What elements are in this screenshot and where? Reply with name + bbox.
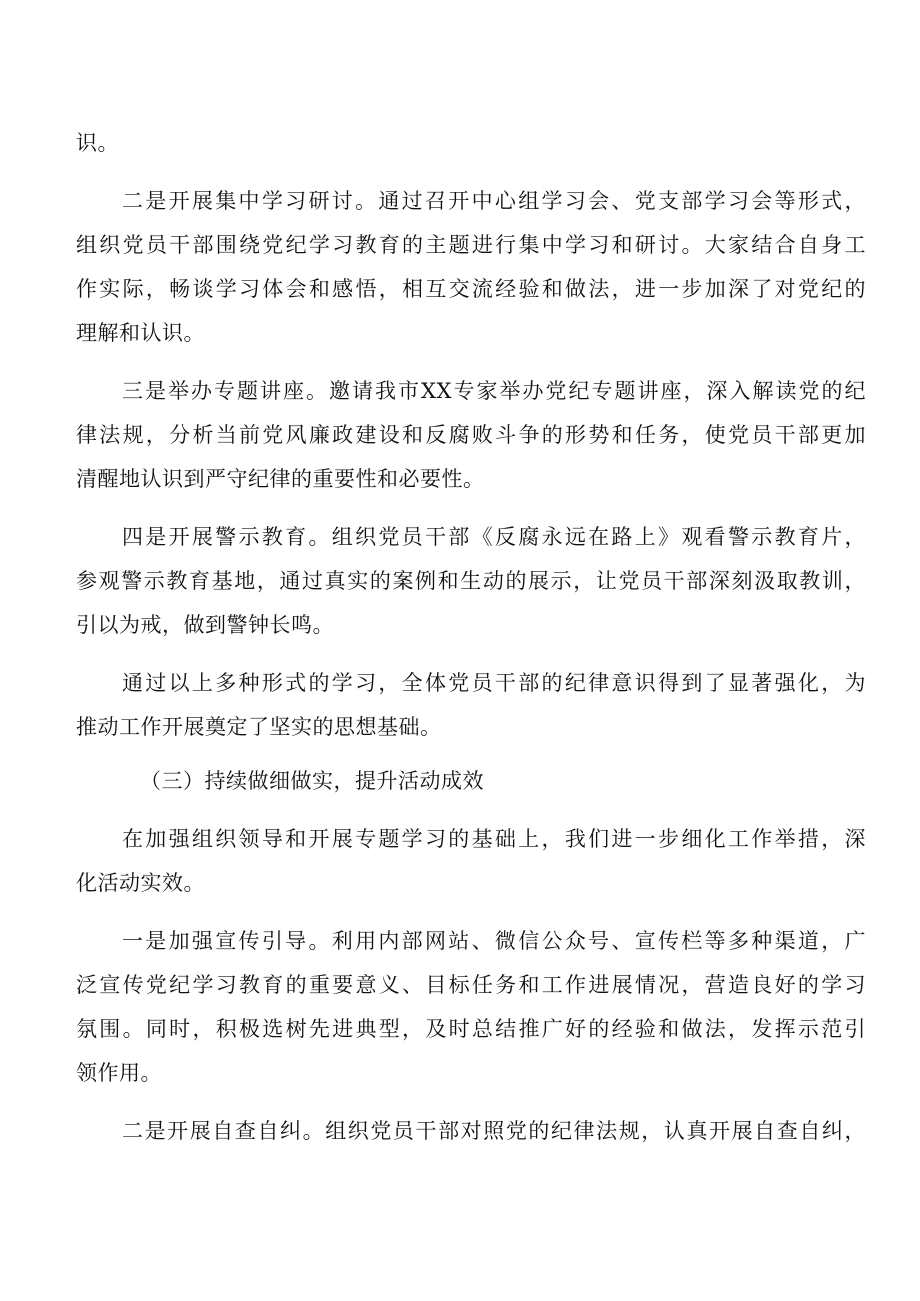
paragraph-line: 泛宣传党纪学习教育的重要意义、目标任务和工作进展情况，营造良好的学习: [76, 973, 866, 997]
section-heading: （三）持续做细做实，提升活动成效: [140, 769, 484, 793]
paragraph-line: 氛围。同时，积极选树先进典型，及时总结推广好的经验和做法，发挥示范引: [76, 1017, 866, 1041]
paragraph-line: 组织党员干部围绕党纪学习教育的主题进行集中学习和研讨。大家结合自身工: [76, 233, 866, 257]
paragraph-line: 化活动实效。: [76, 871, 205, 895]
paragraph-line: 一是加强宣传引导。利用内部网站、微信公众号、宣传栏等多种渠道，广: [122, 929, 866, 953]
paragraph-line: 清醒地认识到严守纪律的重要性和必要性。: [76, 467, 485, 491]
paragraph-line: 领作用。: [76, 1061, 162, 1085]
paragraph-line: 识。: [76, 131, 119, 155]
paragraph-line: 二是开展自查自纠。组织党员干部对照党的纪律法规，认真开展自查自纠，: [122, 1119, 866, 1143]
paragraph-line: 作实际，畅谈学习体会和感悟，相互交流经验和做法，进一步加深了对党纪的: [76, 277, 866, 301]
paragraph-line: 理解和认识。: [76, 321, 205, 345]
paragraph-line: 在加强组织领导和开展专题学习的基础上，我们进一步细化工作举措，深: [122, 827, 866, 851]
paragraph-line: 参观警示教育基地，通过真实的案例和生动的展示，让党员干部深刻汲取教训，: [76, 569, 866, 593]
paragraph-line: 引以为戒，做到警钟长鸣。: [76, 613, 334, 637]
paragraph-line: 律法规，分析当前党风廉政建设和反腐败斗争的形势和任务，使党员干部更加: [76, 423, 866, 447]
paragraph-line: 通过以上多种形式的学习，全体党员干部的纪律意识得到了显著强化，为: [122, 671, 866, 695]
paragraph-line: 二是开展集中学习研讨。通过召开中心组学习会、党支部学习会等形式，: [122, 189, 866, 213]
paragraph-line: 三是举办专题讲座。邀请我市XX专家举办党纪专题讲座，深入解读党的纪: [122, 379, 866, 403]
paragraph-line: 推动工作开展奠定了坚实的思想基础。: [76, 715, 442, 739]
paragraph-line: 四是开展警示教育。组织党员干部《反腐永远在路上》观看警示教育片，: [122, 525, 866, 549]
